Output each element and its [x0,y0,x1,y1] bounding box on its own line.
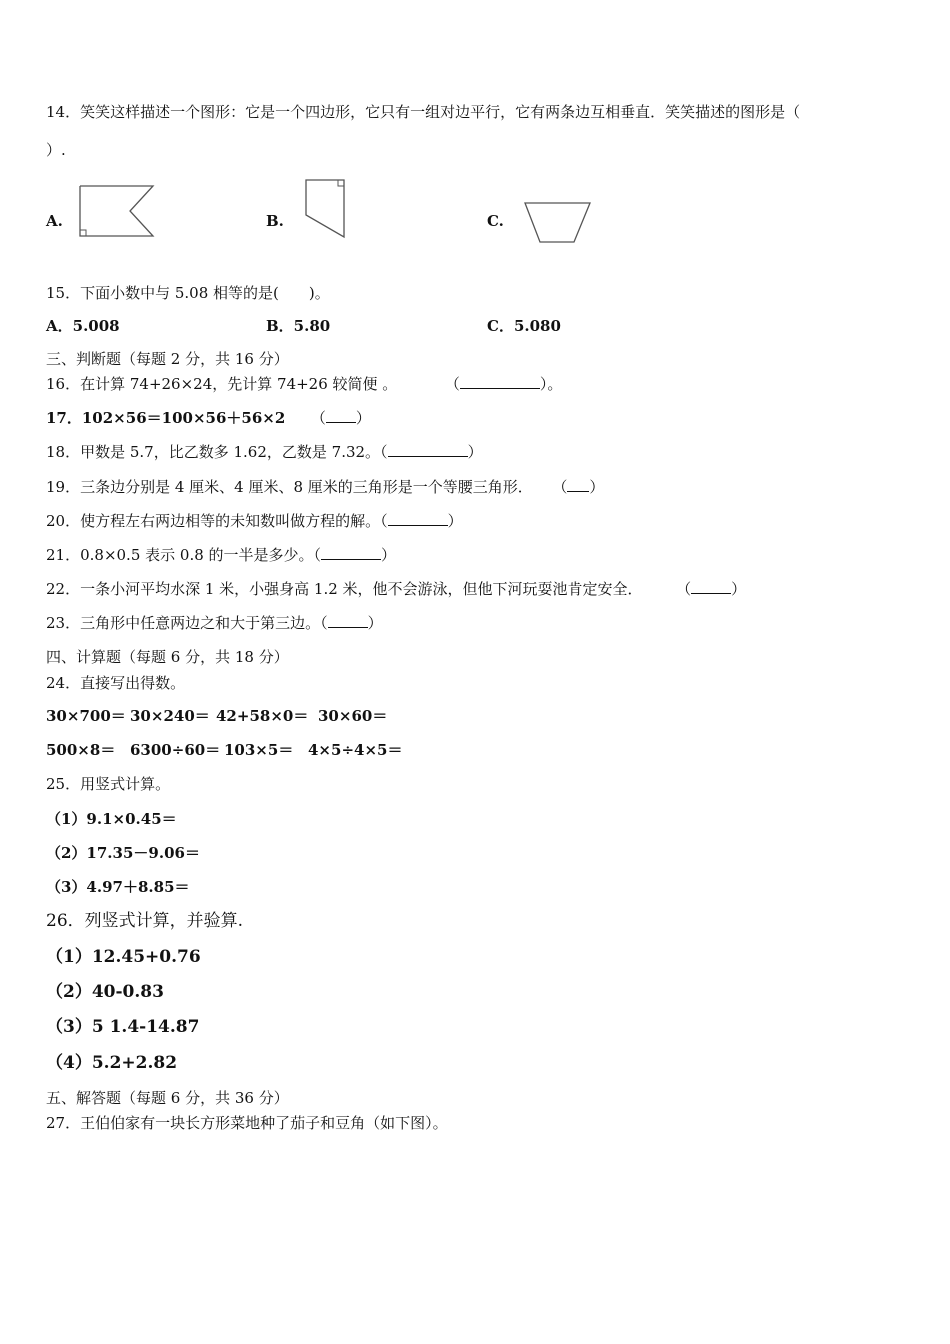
section5-title: 五、解答题（每题 6 分，共 36 分） [46,1089,289,1107]
q21-paren-close: ） [381,546,397,564]
q26-item-1: （1）12.45+0.76 [46,947,201,967]
q17-paren-open: （ [310,409,326,427]
q14-option-b-label: B. [266,212,284,230]
q19-paren-close: ） [589,478,605,496]
q24-calc: 30×240＝ [130,707,210,725]
q25-text: 25．用竖式计算。 [46,775,171,793]
q17-paren-close: ） [355,409,371,427]
q24-row-2 [46,740,402,760]
q22-paren-open: （ [676,580,692,598]
q18 [46,442,483,462]
q18-text: 18．甲数是 5.7，比乙数多 1.62，乙数是 7.32。 [46,443,381,461]
q23-paren-open: （ [320,614,328,632]
q14-option-c-label: C. [487,212,504,230]
q20-paren-open: （ [380,512,388,530]
q26-item-2: （2）40-0.83 [46,982,164,1002]
q25-item-3: （3）4.97＋8.85＝ [46,878,190,896]
q23-paren-close: ） [367,614,383,632]
q21-answer-blank[interactable] [321,545,381,560]
q16 [46,374,562,394]
q15-text: 15．下面小数中与 5.08 相等的是( )。 [46,284,330,302]
q24-calc: 6300÷60＝ [130,741,221,759]
q19-text: 19．三条边分别是 4 厘米、4 厘米、8 厘米的三角形是一个等腰三角形． [46,478,533,496]
q18-paren-open: （ [380,443,388,461]
q25-item-1: （1）9.1×0.45＝ [46,810,177,828]
q20-paren-close: ） [447,512,463,530]
q20-answer-blank[interactable] [388,511,448,526]
q22-text: 22．一条小河平均水深 1 米，小强身高 1.2 米，他不会游泳，但他下河玩耍池肯定安全． [46,580,643,598]
q19-paren-open: （ [552,478,568,496]
q17-text: 17．102×56＝100×56＋56×2 [46,409,286,427]
q15-option-b: B．5.80 [266,317,331,335]
q22-answer-blank[interactable] [691,579,731,594]
q21-paren-open: （ [313,546,322,564]
q15-option-c: C．5.080 [487,317,561,335]
q19 [46,477,604,497]
q16-paren-open: （ [444,375,460,393]
q26-text: 26．列竖式计算，并验算. [46,911,244,931]
section4-title: 四、计算题（每题 6 分，共 18 分） [46,648,289,666]
q18-paren-close: ） [467,443,483,461]
q14-text: 14．笑笑这样描述一个图形：它是一个四边形，它只有一组对边平行，它有两条边互相垂直．笑笑描述的图形是（ [46,103,801,121]
q14-option-a-label: A. [46,212,63,230]
q16-paren-close: ）。 [539,375,563,393]
q24-row-1 [46,706,387,726]
q20-text: 20．使方程左右两边相等的未知数叫做方程的解。 [46,512,381,530]
isosceles-trapezoid-shape [0,0,950,300]
q23-text: 23．三角形中任意两边之和大于第三边。 [46,614,321,632]
q27-text: 27．王伯伯家有一块长方形菜地种了茄子和豆角（如下图）。 [46,1114,448,1132]
q24-calc: 4×5÷4×5＝ [308,741,403,759]
q19-answer-blank[interactable] [567,477,589,492]
q14-text-end: ）. [46,141,66,159]
q25-item-2: （2）17.35－9.06＝ [46,844,200,862]
q17 [46,408,371,428]
q23-answer-blank[interactable] [328,613,368,628]
q16-text: 16．在计算 74+26×24，先计算 74+26 较简便 。 [46,375,398,393]
q24-calc: 500×8＝ [46,741,116,759]
q15-option-a: A．5.008 [46,317,120,335]
q22-paren-close: ） [731,580,747,598]
q21 [46,545,396,565]
q24-calc: 42+58×0＝ [216,707,309,725]
q24-calc: 30×60＝ [318,707,388,725]
q16-answer-blank[interactable] [460,374,540,389]
q23 [46,613,383,633]
q18-answer-blank[interactable] [388,442,468,457]
q24-text: 24．直接写出得数。 [46,674,186,692]
q17-answer-blank[interactable] [326,408,356,423]
q26-item-4: （4）5.2+2.82 [46,1053,178,1073]
q24-calc: 30×700＝ [46,707,126,725]
section3-title: 三、判断题（每题 2 分，共 16 分） [46,350,289,368]
q21-text: 21．0.8×0.5 表示 0.8 的一半是多少。 [46,546,314,564]
q24-calc: 103×5＝ [224,741,294,759]
q26-item-3: （3）5 1.4-14.87 [46,1017,200,1037]
q22 [46,579,746,599]
q20 [46,511,463,531]
